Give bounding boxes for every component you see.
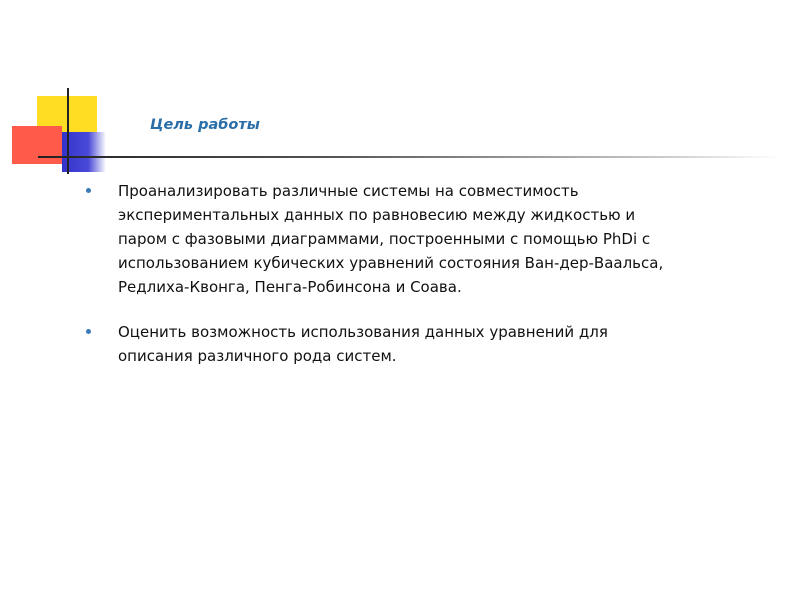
- bullet-line: экспериментальных данных по равновесию между жидкостью и: [118, 206, 636, 224]
- bullet-list: [84, 179, 764, 389]
- bullet-icon: [86, 329, 91, 334]
- corner-decoration: [0, 0, 120, 180]
- bullet-item: [84, 320, 764, 368]
- title-underline: [38, 156, 778, 158]
- bullet-line: Редлиха-Квонга, Пенга-Робинсона и Соава.: [118, 278, 462, 296]
- bullet-line: Проанализировать различные системы на совместимость: [118, 182, 579, 200]
- bullet-icon: [86, 188, 91, 193]
- bullet-line: описания различного рода систем.: [118, 347, 397, 365]
- vertical-rule: [67, 88, 69, 174]
- bullet-line: паром с фазовыми диаграммами, построенными с помощью PhDi с: [118, 230, 651, 248]
- bullet-line: использованием кубических уравнений состояния Ван-дер-Ваальса,: [118, 254, 664, 272]
- red-square: [12, 126, 62, 164]
- slide-title: Цель работы: [150, 117, 260, 133]
- bullet-item: [84, 179, 764, 299]
- bullet-line: Оценить возможность использования данных уравнений для: [118, 323, 608, 341]
